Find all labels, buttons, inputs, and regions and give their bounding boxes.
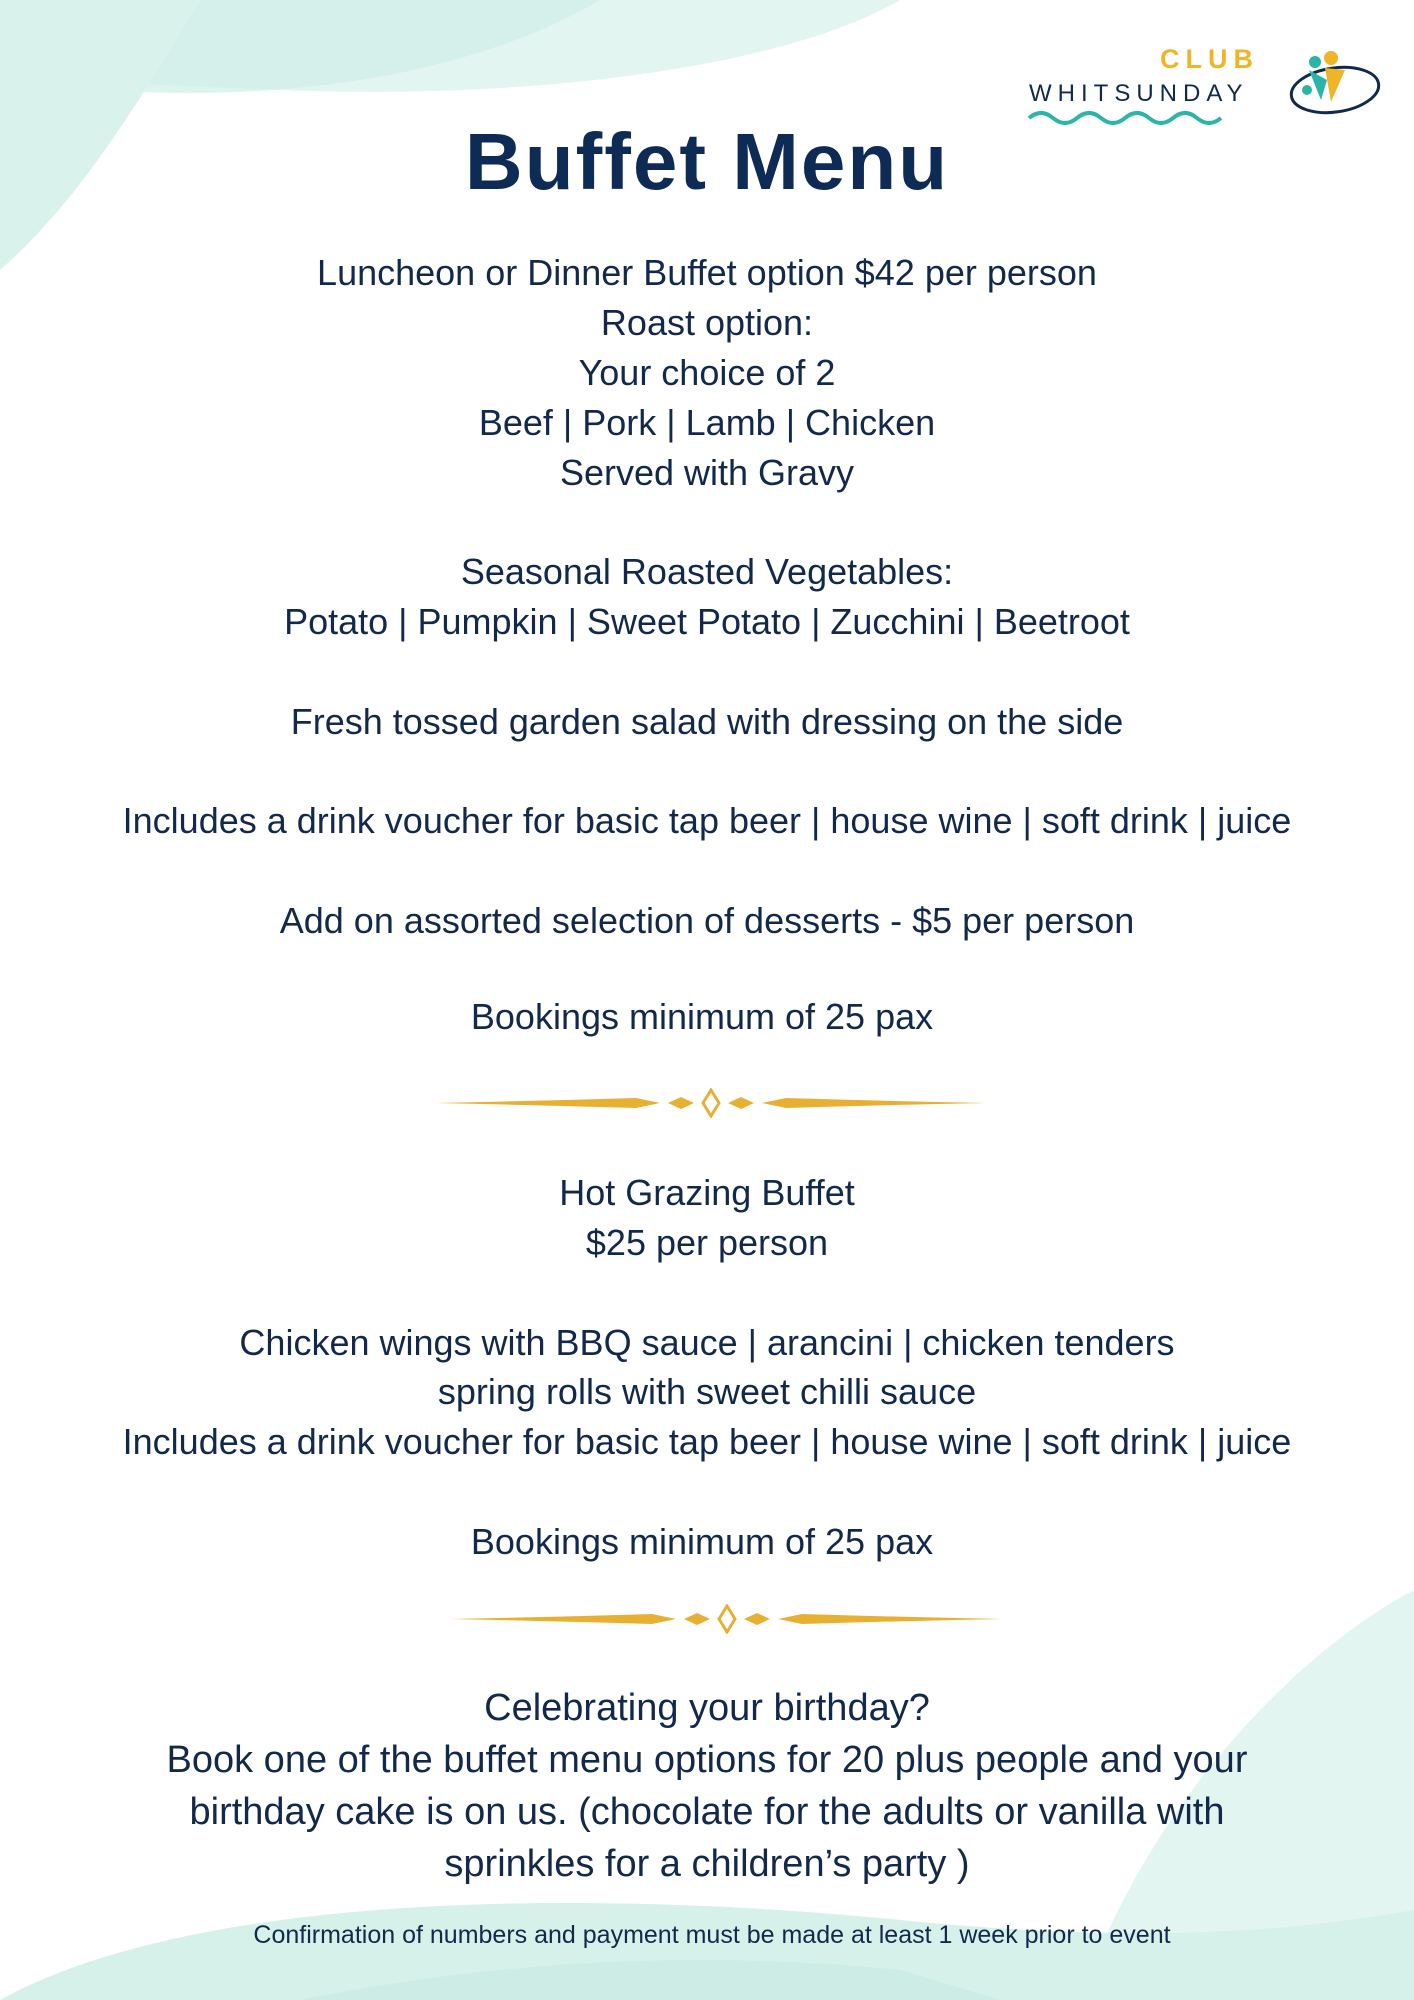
logo-mark-icon — [1025, 40, 1385, 140]
hot-grazing-price: $25 per person — [585, 1222, 829, 1263]
ornament-divider-1 — [436, 1088, 986, 1118]
gravy-line: Served with Gravy — [559, 452, 855, 493]
birthday-line-2: birthday cake is on us. (chocolate for the adults or vanilla with — [189, 1791, 1225, 1833]
vegetables-heading: Seasonal Roasted Vegetables: — [460, 551, 954, 592]
logo-club-text: CLUB — [1160, 44, 1259, 74]
salad-line: Fresh tossed garden salad with dressing on the side — [290, 701, 1124, 742]
meats-line: Beef | Pork | Lamb | Chicken — [478, 402, 936, 443]
club-whitsunday-logo — [1025, 40, 1385, 140]
birthday-heading: Celebrating your birthday? — [484, 1687, 930, 1729]
ornament-divider-2 — [452, 1604, 1002, 1634]
birthday-line-3: sprinkles for a children’s party ) — [444, 1843, 970, 1885]
choice-line: Your choice of 2 — [578, 352, 836, 393]
birthday-line-1: Book one of the buffet menu options for 20 plus people and your — [166, 1739, 1248, 1781]
grazing-bookings-line: Bookings minimum of 25 pax — [470, 1521, 934, 1562]
bookings-minimum-line: Bookings minimum of 25 pax — [470, 996, 934, 1037]
vegetables-list: Potato | Pumpkin | Sweet Potato | Zucchini | Beetroot — [284, 601, 1130, 642]
page-title: Buffet Menu — [464, 117, 950, 206]
grazing-drink-line: Includes a drink voucher for basic tap beer | house wine | soft drink | juice — [122, 1421, 1292, 1462]
luncheon-dinner-line: Luncheon or Dinner Buffet option $42 per person — [317, 252, 1097, 293]
footer-note: Confirmation of numbers and payment must be made at least 1 week prior to event — [253, 1921, 1171, 1949]
grazing-items-line-2: spring rolls with sweet chilli sauce — [437, 1371, 977, 1412]
logo-name-text: WHITSUNDAY — [1029, 80, 1249, 107]
hot-grazing-heading: Hot Grazing Buffet — [559, 1172, 855, 1213]
dessert-line: Add on assorted selection of desserts - $5 per person — [279, 900, 1135, 941]
roast-option-line: Roast option: — [600, 302, 814, 343]
grazing-items-line: Chicken wings with BBQ sauce | arancini | chicken tenders — [239, 1322, 1175, 1363]
drink-voucher-line: Includes a drink voucher for basic tap beer | house wine | soft drink | juice — [122, 800, 1292, 841]
